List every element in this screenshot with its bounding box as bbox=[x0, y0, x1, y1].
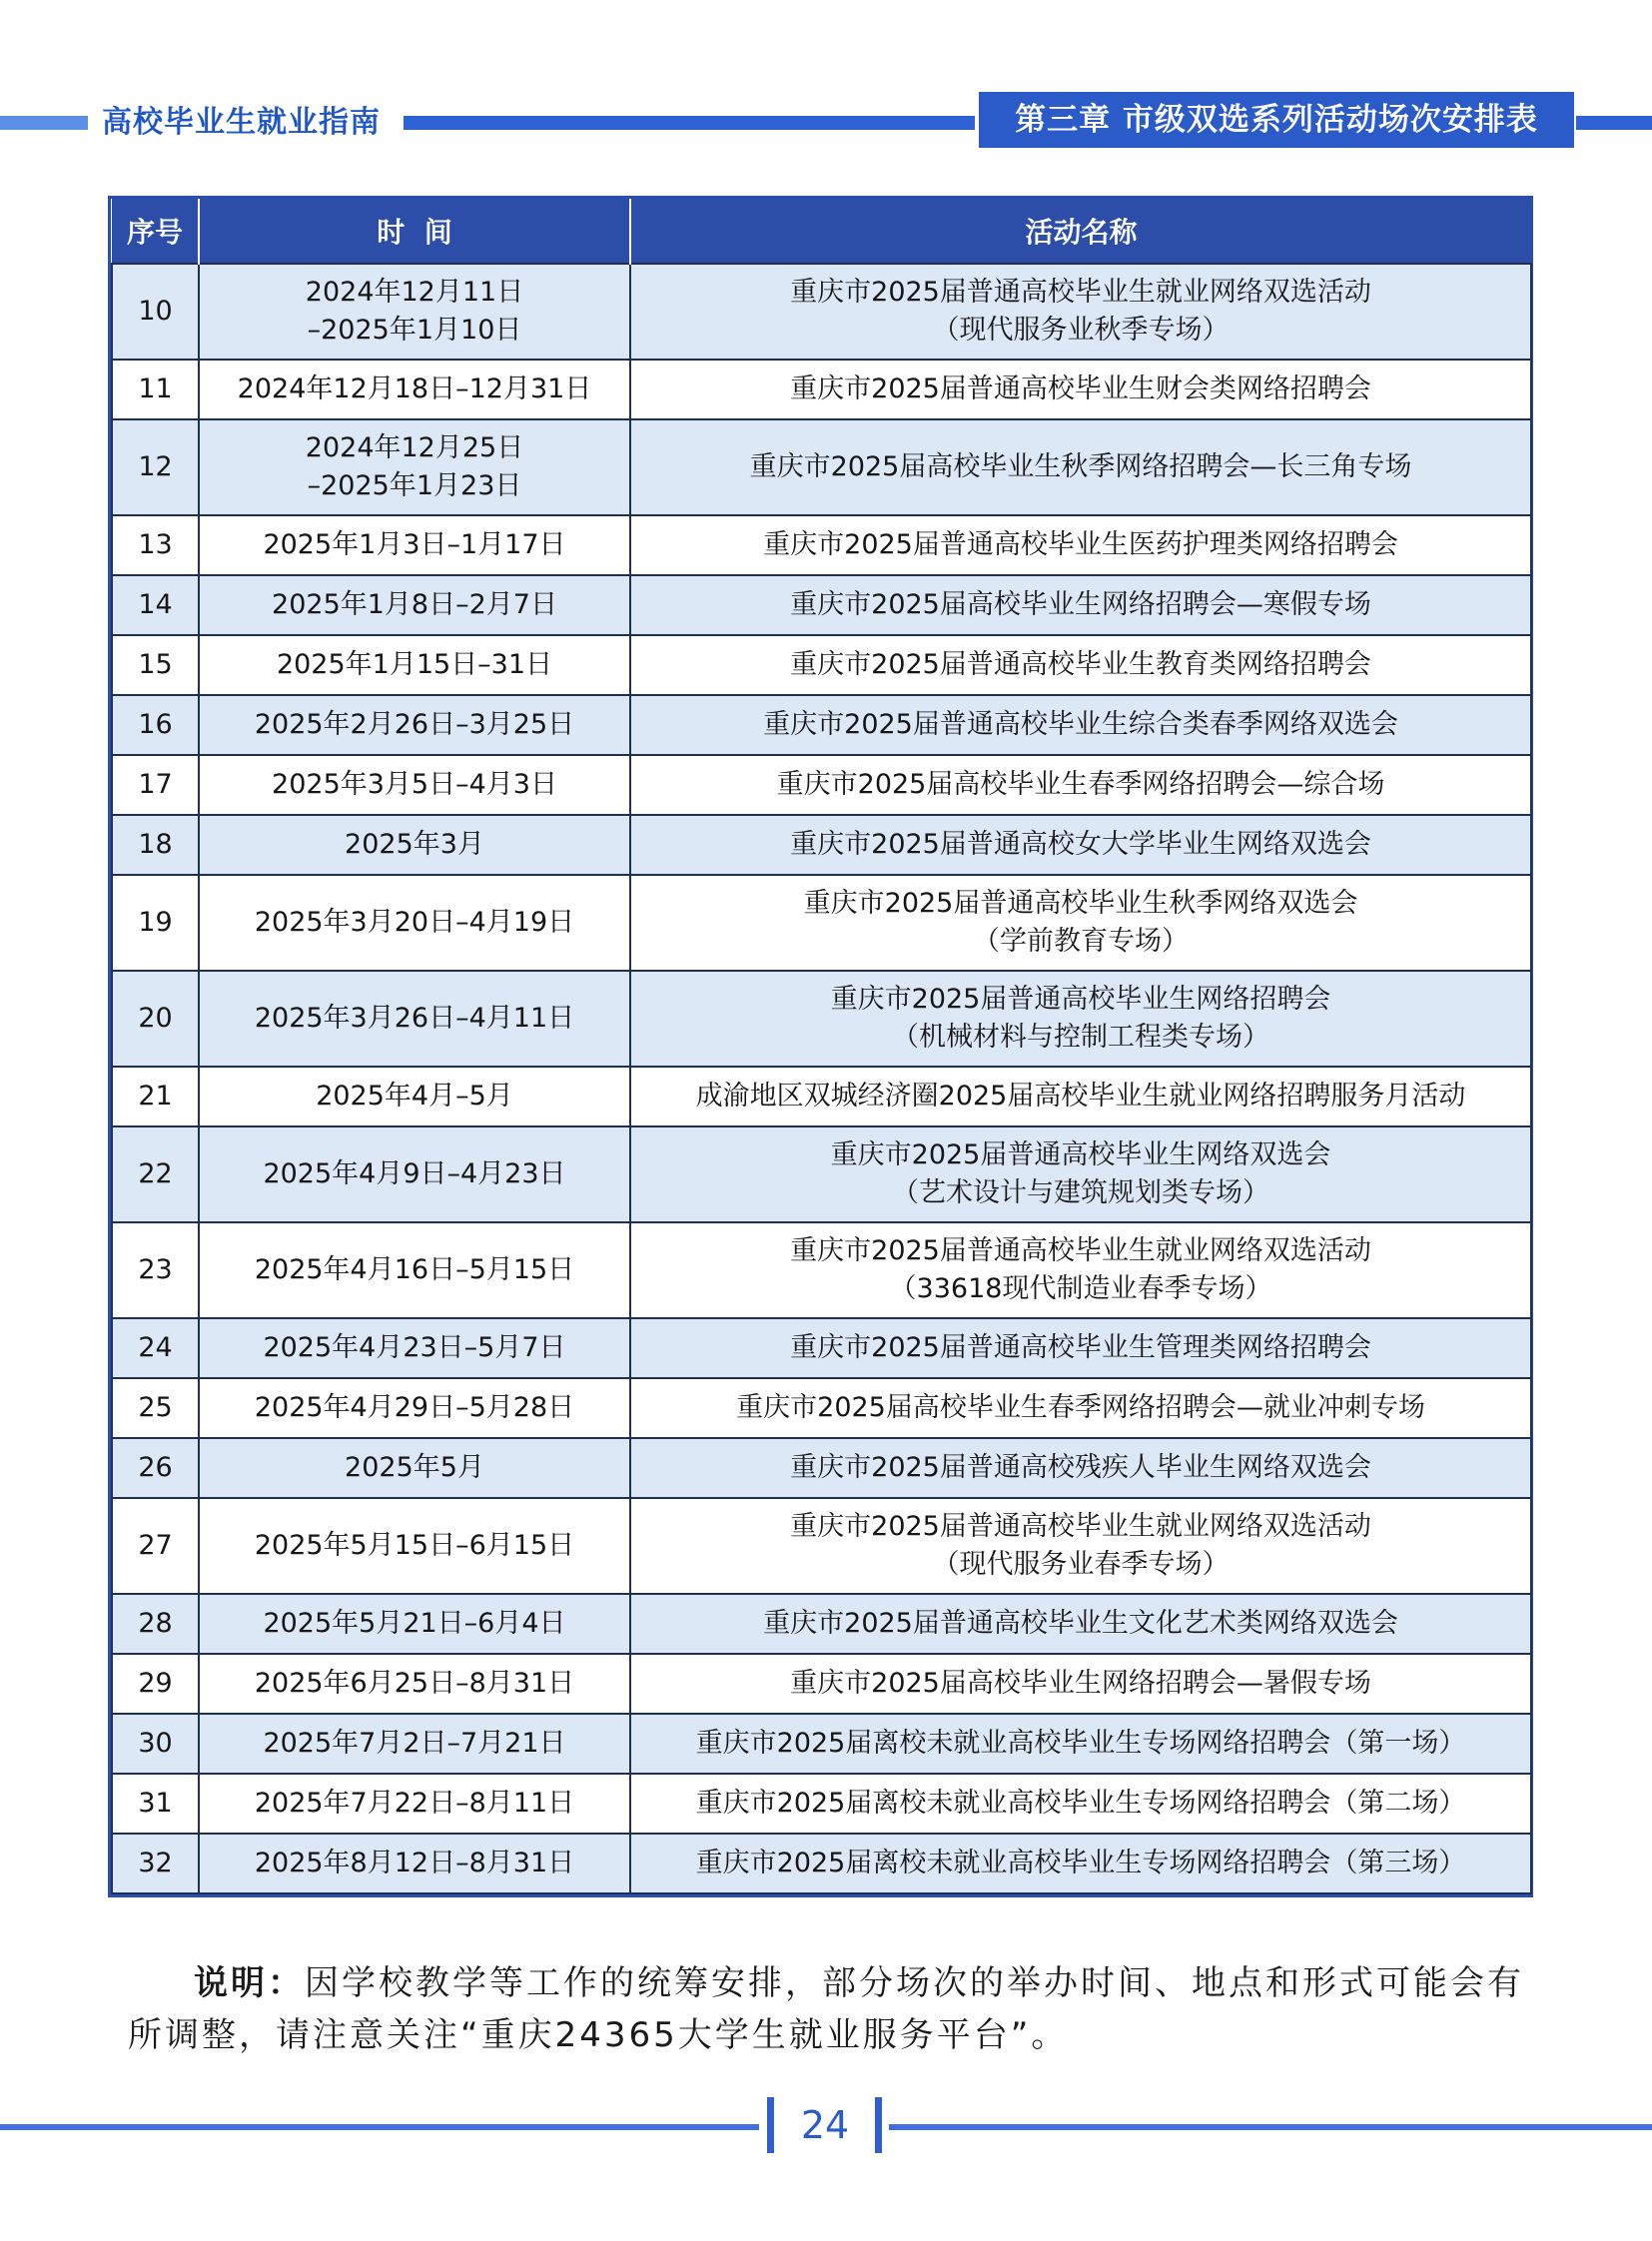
activity-name-line: （学前教育专场） bbox=[973, 926, 1189, 957]
row-time bbox=[199, 695, 630, 755]
row-activity-name bbox=[630, 1498, 1531, 1594]
table-row bbox=[112, 1714, 1531, 1774]
time-line: 2024年12月25日 bbox=[305, 432, 524, 463]
time-line: –2025年1月23日 bbox=[307, 470, 522, 501]
activity-name-line: 重庆市2025届普通高校毕业生管理类网络招聘会 bbox=[790, 1332, 1371, 1363]
table-body bbox=[112, 264, 1531, 1893]
row-number: 11 bbox=[112, 360, 199, 419]
activity-name-line: 重庆市2025届高校毕业生春季网络招聘会—就业冲刺专场 bbox=[736, 1392, 1425, 1423]
time-line: 2025年8月12日–8月31日 bbox=[254, 1848, 575, 1878]
time-line: 2025年6月25日–8月31日 bbox=[254, 1668, 575, 1699]
row-time bbox=[199, 515, 630, 575]
table-row bbox=[112, 971, 1531, 1067]
row-time bbox=[199, 1378, 630, 1438]
row-number: 19 bbox=[112, 875, 199, 971]
time-line: 2025年5月 bbox=[345, 1452, 484, 1483]
chapter-title: 第三章 市级双选系列活动场次安排表 bbox=[979, 92, 1574, 148]
row-time bbox=[199, 575, 630, 635]
row-activity-name bbox=[630, 1318, 1531, 1378]
footer-line-left bbox=[0, 2124, 759, 2130]
row-number: 16 bbox=[112, 695, 199, 755]
row-number: 18 bbox=[112, 815, 199, 875]
table-row bbox=[112, 1126, 1531, 1222]
row-time bbox=[199, 815, 630, 875]
footer-page-bracket-left bbox=[767, 2097, 774, 2153]
row-time bbox=[199, 360, 630, 419]
time-line: 2024年12月18日–12月31日 bbox=[237, 374, 592, 404]
row-number: 17 bbox=[112, 755, 199, 815]
time-line: 2025年2月26日–3月25日 bbox=[254, 709, 575, 740]
activity-name-line: 重庆市2025届普通高校毕业生综合类春季网络双选会 bbox=[763, 709, 1398, 740]
header-accent-bar-right bbox=[1576, 116, 1652, 130]
row-number: 28 bbox=[112, 1594, 199, 1654]
row-number: 12 bbox=[112, 419, 199, 515]
row-number: 31 bbox=[112, 1774, 199, 1834]
activity-name-line: 重庆市2025届离校未就业高校毕业生专场网络招聘会（第三场） bbox=[695, 1848, 1466, 1878]
table-row bbox=[112, 1498, 1531, 1594]
row-time bbox=[199, 1714, 630, 1774]
schedule-table bbox=[108, 196, 1533, 1897]
table-row bbox=[112, 635, 1531, 695]
row-number: 23 bbox=[112, 1222, 199, 1318]
time-line: 2024年12月11日 bbox=[305, 277, 524, 308]
row-activity-name bbox=[630, 1067, 1531, 1126]
table-row bbox=[112, 1378, 1531, 1438]
row-activity-name bbox=[630, 1834, 1531, 1893]
time-line: 2025年5月21日–6月4日 bbox=[263, 1608, 566, 1639]
row-activity-name bbox=[630, 971, 1531, 1067]
row-time bbox=[199, 755, 630, 815]
row-activity-name bbox=[630, 515, 1531, 575]
time-line: 2025年1月8日–2月7日 bbox=[272, 589, 557, 620]
activity-name-line: 重庆市2025届普通高校毕业生就业网络双选活动 bbox=[790, 277, 1371, 308]
row-time bbox=[199, 1222, 630, 1318]
row-number: 20 bbox=[112, 971, 199, 1067]
time-line: 2025年3月 bbox=[345, 829, 484, 860]
table-row bbox=[112, 1594, 1531, 1654]
row-number: 32 bbox=[112, 1834, 199, 1893]
activity-name-line: （现代服务业春季专场） bbox=[932, 1549, 1230, 1580]
row-activity-name bbox=[630, 875, 1531, 971]
row-activity-name bbox=[630, 575, 1531, 635]
activity-name-line: 重庆市2025届普通高校毕业生网络招聘会 bbox=[830, 984, 1331, 1015]
row-time bbox=[199, 264, 630, 360]
table-row bbox=[112, 875, 1531, 971]
activity-name-line: 重庆市2025届普通高校毕业生教育类网络招聘会 bbox=[790, 649, 1371, 680]
row-activity-name bbox=[630, 1654, 1531, 1714]
table-row bbox=[112, 1438, 1531, 1498]
header-accent-bar-left bbox=[0, 116, 88, 130]
table-row bbox=[112, 575, 1531, 635]
table-row bbox=[112, 1654, 1531, 1714]
row-time bbox=[199, 1834, 630, 1893]
table-row bbox=[112, 515, 1531, 575]
row-activity-name bbox=[630, 419, 1531, 515]
row-time bbox=[199, 971, 630, 1067]
activity-name-line: 重庆市2025届普通高校毕业生医药护理类网络招聘会 bbox=[763, 529, 1398, 560]
row-number: 24 bbox=[112, 1318, 199, 1378]
header-accent-bar-mid bbox=[404, 116, 975, 130]
activity-name-line: 重庆市2025届普通高校毕业生网络双选会 bbox=[830, 1139, 1331, 1170]
activity-name-line: 重庆市2025届高校毕业生秋季网络招聘会—长三角专场 bbox=[749, 451, 1412, 482]
table-row bbox=[112, 1834, 1531, 1893]
time-line: –2025年1月10日 bbox=[307, 315, 522, 346]
time-line: 2025年3月5日–4月3日 bbox=[272, 769, 557, 800]
row-time bbox=[199, 1126, 630, 1222]
row-time bbox=[199, 1438, 630, 1498]
activity-name-line: 重庆市2025届普通高校毕业生文化艺术类网络双选会 bbox=[763, 1608, 1398, 1639]
row-activity-name bbox=[630, 1378, 1531, 1438]
row-activity-name bbox=[630, 1126, 1531, 1222]
time-line: 2025年5月15日–6月15日 bbox=[254, 1530, 575, 1561]
activity-name-line: 重庆市2025届普通高校毕业生就业网络双选活动 bbox=[790, 1511, 1371, 1542]
table-header-row bbox=[112, 199, 1531, 264]
activity-name-line: 重庆市2025届高校毕业生网络招聘会—寒假专场 bbox=[790, 589, 1371, 620]
table-row bbox=[112, 755, 1531, 815]
row-number: 22 bbox=[112, 1126, 199, 1222]
time-line: 2025年4月9日–4月23日 bbox=[263, 1158, 566, 1189]
row-number: 27 bbox=[112, 1498, 199, 1594]
row-activity-name bbox=[630, 1438, 1531, 1498]
row-time bbox=[199, 1774, 630, 1834]
table-row bbox=[112, 1318, 1531, 1378]
activity-name-line: 重庆市2025届普通高校毕业生就业网络双选活动 bbox=[790, 1235, 1371, 1266]
row-time bbox=[199, 1067, 630, 1126]
table-row bbox=[112, 1222, 1531, 1318]
activity-name-line: 重庆市2025届普通高校毕业生财会类网络招聘会 bbox=[790, 374, 1371, 404]
row-number: 26 bbox=[112, 1438, 199, 1498]
time-line: 2025年1月15日–31日 bbox=[276, 649, 553, 680]
row-time bbox=[199, 1594, 630, 1654]
row-activity-name bbox=[630, 264, 1531, 360]
row-time bbox=[199, 419, 630, 515]
footer-page-bracket-right bbox=[875, 2097, 882, 2153]
activity-name-line: 重庆市2025届高校毕业生春季网络招聘会—综合场 bbox=[776, 769, 1385, 800]
footer-line-right bbox=[889, 2124, 1652, 2130]
row-time bbox=[199, 1654, 630, 1714]
row-activity-name bbox=[630, 1774, 1531, 1834]
row-number: 14 bbox=[112, 575, 199, 635]
time-line: 2025年1月3日–1月17日 bbox=[263, 529, 566, 560]
column-header-number: 序号 bbox=[112, 199, 199, 264]
row-activity-name bbox=[630, 1222, 1531, 1318]
row-number: 13 bbox=[112, 515, 199, 575]
table-row bbox=[112, 695, 1531, 755]
table-row bbox=[112, 1774, 1531, 1834]
row-activity-name bbox=[630, 1594, 1531, 1654]
table-row bbox=[112, 1067, 1531, 1126]
time-line: 2025年4月16日–5月15日 bbox=[254, 1254, 575, 1285]
note-text: 因学校教学等工作的统筹安排，部分场次的举办时间、地点和形式可能会有所调整，请注意关注“重庆24365大学生就业服务平台”。 bbox=[128, 1963, 1524, 2055]
row-activity-name bbox=[630, 815, 1531, 875]
row-number: 21 bbox=[112, 1067, 199, 1126]
time-line: 2025年4月23日–5月7日 bbox=[263, 1332, 566, 1363]
table-row bbox=[112, 419, 1531, 515]
row-activity-name bbox=[630, 755, 1531, 815]
time-line: 2025年7月2日–7月21日 bbox=[263, 1728, 566, 1759]
activity-name-line: （机械材料与控制工程类专场） bbox=[892, 1022, 1269, 1053]
row-number: 25 bbox=[112, 1378, 199, 1438]
time-line: 2025年4月–5月 bbox=[316, 1081, 513, 1112]
table-row bbox=[112, 815, 1531, 875]
row-time bbox=[199, 1498, 630, 1594]
activity-name-line: 重庆市2025届普通高校残疾人毕业生网络双选会 bbox=[790, 1452, 1371, 1483]
activity-name-line: 重庆市2025届普通高校毕业生秋季网络双选会 bbox=[803, 888, 1358, 919]
row-time bbox=[199, 875, 630, 971]
time-line: 2025年4月29日–5月28日 bbox=[254, 1392, 575, 1423]
time-line: 2025年3月26日–4月11日 bbox=[254, 1003, 575, 1034]
row-number: 15 bbox=[112, 635, 199, 695]
guide-title: 高校毕业生就业指南 bbox=[102, 105, 381, 140]
activity-name-line: 成渝地区双城经济圈2025届高校毕业生就业网络招聘服务月活动 bbox=[695, 1081, 1466, 1112]
activity-name-line: 重庆市2025届离校未就业高校毕业生专场网络招聘会（第二场） bbox=[695, 1788, 1466, 1819]
column-header-time: 时 间 bbox=[199, 199, 630, 264]
time-line: 2025年3月20日–4月19日 bbox=[254, 907, 575, 938]
row-activity-name bbox=[630, 1714, 1531, 1774]
time-line: 2025年7月22日–8月11日 bbox=[254, 1788, 575, 1819]
row-activity-name bbox=[630, 635, 1531, 695]
activity-name-line: （艺术设计与建筑规划类专场） bbox=[892, 1177, 1269, 1208]
row-activity-name bbox=[630, 360, 1531, 419]
table-row bbox=[112, 264, 1531, 360]
activity-name-line: （33618现代制造业春季专场） bbox=[889, 1273, 1272, 1304]
row-number: 10 bbox=[112, 264, 199, 360]
explanation-note bbox=[128, 1957, 1526, 2061]
activity-name-line: 重庆市2025届高校毕业生网络招聘会—暑假专场 bbox=[790, 1668, 1371, 1699]
activity-name-line: 重庆市2025届离校未就业高校毕业生专场网络招聘会（第一场） bbox=[695, 1728, 1466, 1759]
row-number: 29 bbox=[112, 1654, 199, 1714]
activity-name-line: （现代服务业秋季专场） bbox=[932, 315, 1230, 346]
row-time bbox=[199, 635, 630, 695]
page-number: 24 bbox=[800, 2103, 850, 2147]
row-time bbox=[199, 1318, 630, 1378]
row-activity-name bbox=[630, 695, 1531, 755]
column-header-activity: 活动名称 bbox=[630, 199, 1531, 264]
activity-name-line: 重庆市2025届普通高校女大学毕业生网络双选会 bbox=[790, 829, 1371, 860]
row-number: 30 bbox=[112, 1714, 199, 1774]
note-label: 说明： bbox=[194, 1963, 305, 2003]
table-row bbox=[112, 360, 1531, 419]
